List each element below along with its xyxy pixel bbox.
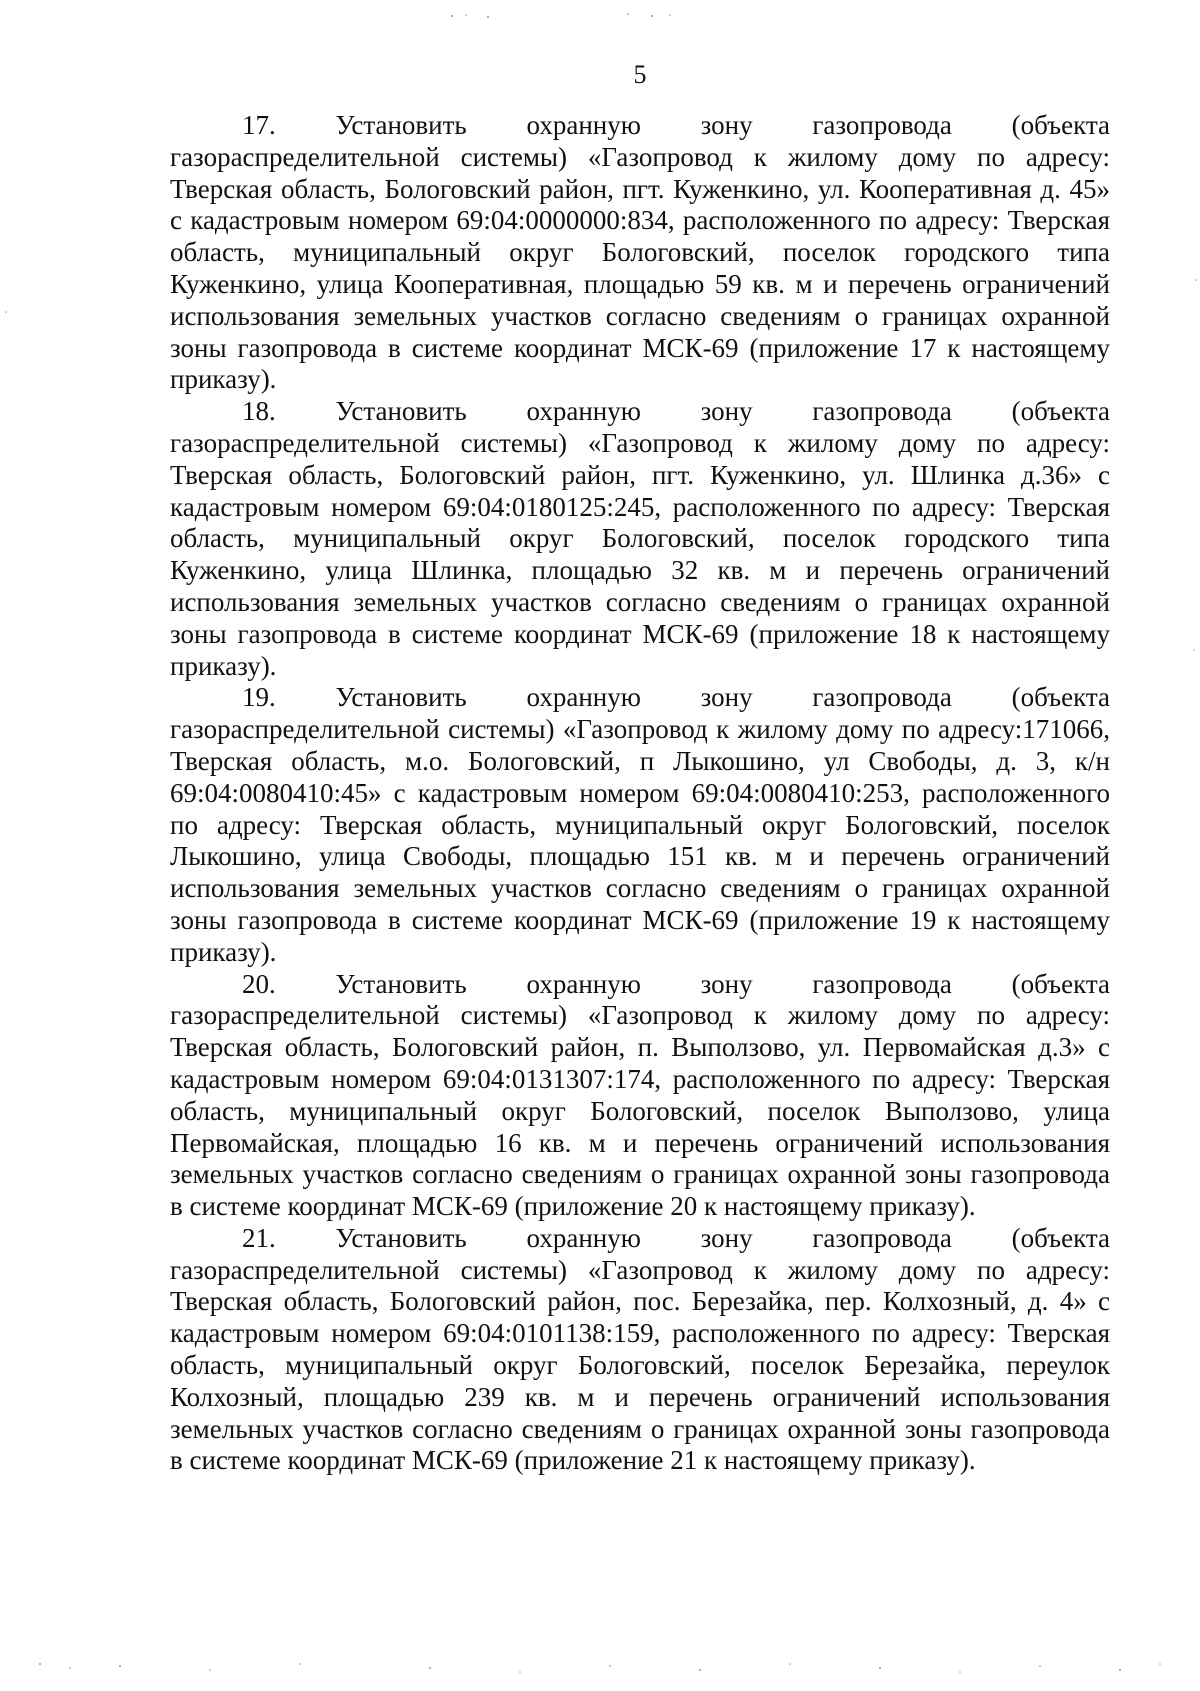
page-number: 5: [633, 60, 647, 89]
item-number: 21.: [242, 1222, 276, 1253]
item-text: Установить охранную зону газопровода (объекта газораспределительной системы) «Газопровод к жилому дому по адресу: Тверская область, Бологовский район, пгт. Куженкино, ул. Шлинка д.36» с кадастровым номером 69:04:0180125:245, расположенного по адресу: Тверская область, муниципальный округ Бологовский, поселок городского типа Куженкино, улица Шлинка, площадью 32 кв. м и перечень ограничений использования земельных участков согласно сведениям о границах охранной зоны газопровода в системе координат МСК-69 (приложение 18 к настоящему приказу).: [170, 396, 1111, 681]
item-number: 17.: [242, 110, 276, 140]
item-number: 18.: [242, 396, 276, 427]
paragraph-item-18: [170, 396, 1110, 682]
item-text: Установить охранную зону газопровода (объекта газораспределительной системы) «Газопровод к жилому дому по адресу: Тверская область, Бологовский район, пос. Березайка, пер. Колхозный, д. 4» с кадастровым номером 69:04:0101138:159, расположенного по адресу: Тверская область, муниципальный округ Бологовский, поселок Березайка, переулок Колхозный, площадью 239 кв. м и перечень ограничений использования земельных участков согласно сведениям о границах охранной зоны газопровода в системе координат МСК-69 (приложение 21 к настоящему приказу).: [170, 1222, 1111, 1476]
paragraph-item-20: [170, 969, 1110, 1223]
item-text: Установить охранную зону газопровода (объекта газораспределительной системы) «Газопровод к жилому дому по адресу: Тверская область, Бологовский район, пгт. Куженкино, ул. Кооперативная д. 45» с кадастровым номером 69:04:0000000:834, расположенного по адресу: Тверская область, муниципальный округ Бологовский, поселок городского типа Куженкино, улица Кооперативная, площадью 59 кв. м и перечень ограничений использования земельных участков согласно сведениям о границах охранной зоны газопровода в системе координат МСК-69 (приложение 17 к настоящему приказу).: [170, 110, 1111, 395]
paragraph-item-19: [170, 682, 1110, 968]
document-body: [170, 110, 1110, 1477]
item-number: 20.: [242, 968, 276, 999]
item-number: 19.: [242, 682, 276, 713]
paragraph-item-17: [170, 110, 1110, 396]
paragraph-item-21: [170, 1223, 1110, 1477]
item-text: Установить охранную зону газопровода (объекта газораспределительной системы) «Газопровод к жилому дому по адресу:171066, Тверская область, м.о. Бологовский, п Лыкошино, ул Свободы, д. 3, к/н 69:04:0080410:45» с кадастровым номером 69:04:0080410:253, расположенного по адресу: Тверская область, муниципальный округ Бологовский, поселок Лыкошино, улица Свободы, площадью 151 кв. м и перечень ограничений использования земельных участков согласно сведениям о границах охранной зоны газопровода в системе координат МСК-69 (приложение 19 к настоящему приказу).: [170, 682, 1111, 967]
item-text: Установить охранную зону газопровода (объекта газораспределительной системы) «Газопровод к жилому дому по адресу: Тверская область, Бологовский район, п. Выползово, ул. Первомайская д.3» с кадастровым номером 69:04:0131307:174, расположенного по адресу: Тверская область, муниципальный округ Бологовский, поселок Выползово, улица Первомайская, площадью 16 кв. м и перечень ограничений использования земельных участков согласно сведениям о границах охранной зоны газопровода в системе координат МСК-69 (приложение 20 к настоящему приказу).: [170, 968, 1111, 1222]
